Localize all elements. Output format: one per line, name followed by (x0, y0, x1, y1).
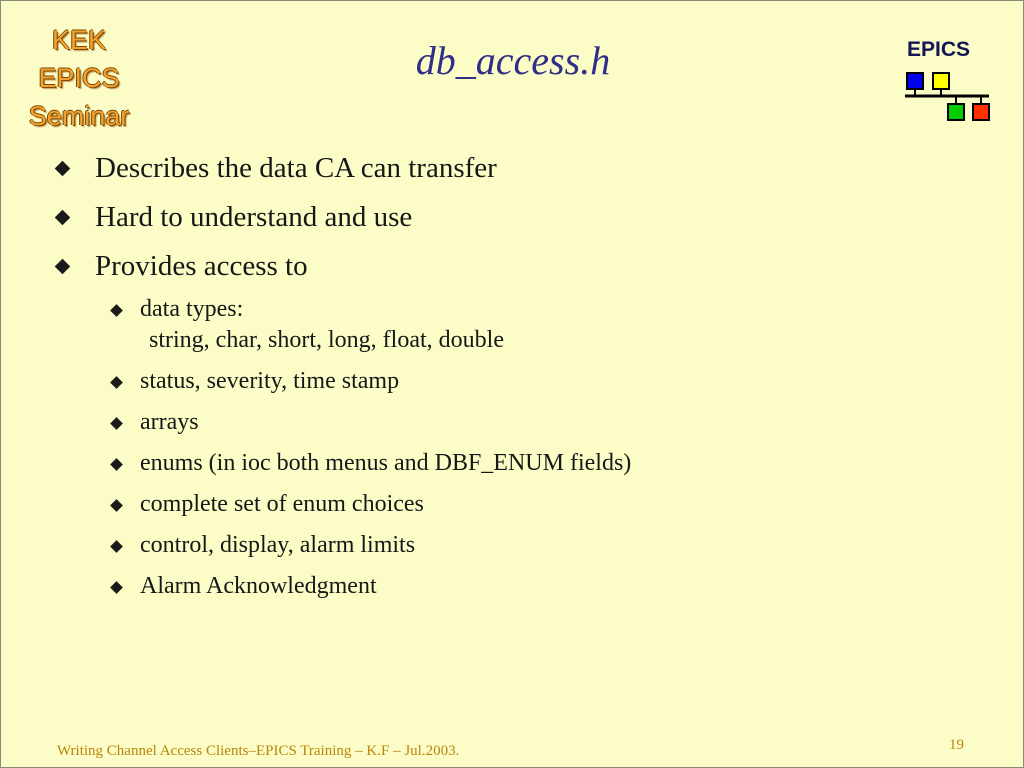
page-number: 19 (949, 737, 964, 753)
bullet-item (57, 198, 987, 236)
sub-bullet-item (112, 407, 987, 438)
sub-bullet-text: complete set of enum choices (140, 491, 424, 517)
sub-bullet-item (112, 294, 987, 356)
sub-bullet-text: control, display, alarm limits (140, 532, 416, 558)
logo-line-seminar: Seminar (28, 101, 130, 131)
sub-bullet-item (112, 530, 987, 561)
logo-square-blue (907, 73, 923, 89)
network-diagram-icon (901, 67, 1001, 127)
sub-bullet-text-line2: string, char, short, long, float, double (149, 327, 504, 353)
sub-bullet-text: enums (in ioc both menus and DBF_ENUM fields) (140, 450, 632, 476)
bullet-item (57, 149, 987, 187)
sub-bullet-text: data types: (140, 296, 244, 322)
logo-square-red (973, 104, 989, 120)
slide-title: db_access.h (415, 38, 611, 83)
bullet-item (57, 247, 987, 285)
sub-bullet-list (57, 294, 987, 602)
diamond-bullet-icon (110, 458, 123, 471)
diamond-bullet-icon (55, 210, 71, 226)
slide-footer: Writing Channel Access Clients–EPICS Training – K.F – Jul.2003. (57, 743, 460, 759)
diamond-bullet-icon (110, 376, 123, 389)
logo-line-epics: EPICS (38, 63, 120, 93)
sub-bullet-item (112, 571, 987, 602)
diamond-bullet-icon (55, 259, 71, 275)
diamond-bullet-icon (110, 581, 123, 594)
sub-bullet-text: arrays (140, 409, 199, 435)
epics-logo-label: EPICS (907, 38, 971, 61)
slide-content (57, 149, 987, 612)
sub-bullet-text: Alarm Acknowledgment (140, 573, 377, 599)
diamond-bullet-icon (110, 540, 123, 553)
diamond-bullet-icon (110, 304, 123, 317)
sub-bullet-item (112, 366, 987, 397)
bullet-text: Describes the data CA can transfer (95, 152, 497, 184)
diamond-bullet-icon (55, 161, 71, 177)
sub-bullet-item (112, 489, 987, 520)
logo-line-kek: KEK (51, 25, 107, 55)
diamond-bullet-icon (110, 417, 123, 430)
logo-square-yellow (933, 73, 949, 89)
sub-bullet-text: status, severity, time stamp (140, 368, 400, 394)
epics-network-logo (901, 37, 1001, 129)
diamond-bullet-icon (110, 499, 123, 512)
bullet-text: Provides access to (95, 250, 308, 282)
sub-bullet-item (112, 448, 987, 479)
bullet-text: Hard to understand and use (95, 201, 413, 233)
logo-square-green (948, 104, 964, 120)
